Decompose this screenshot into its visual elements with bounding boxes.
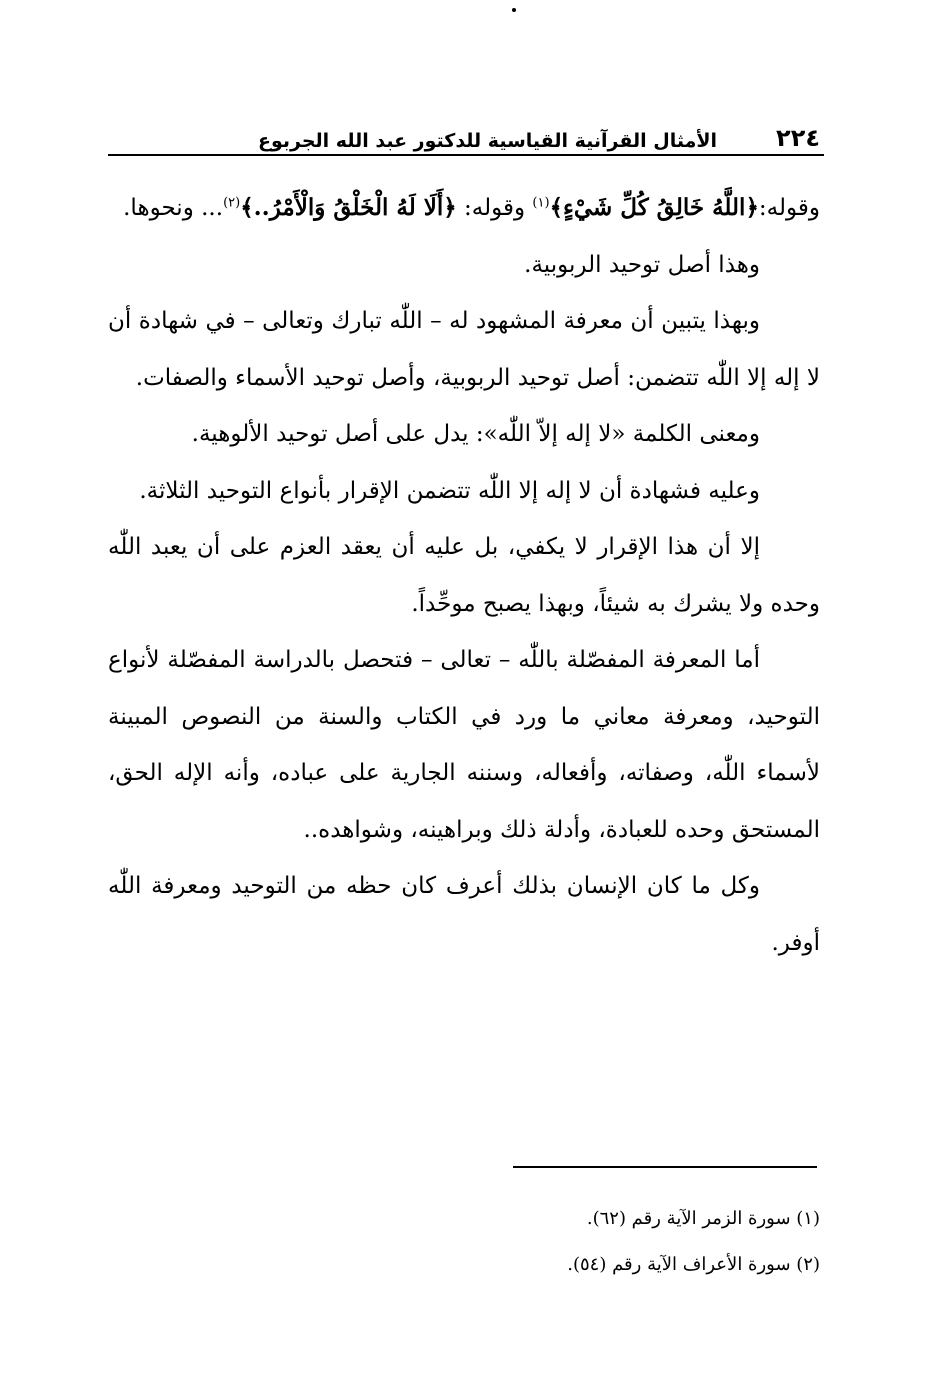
paragraph-7: أما المعرفة المفصّلة باللّٰه – تعالى – فتحصل بالدراسة المفصّلة لأنواع التوحيد، ومعرفة معاني ما ورد في الكتاب والسنة من النصوص المبينة لأسماء اللّٰه، وصفاته، وأفعاله، وسننه الجارية على عباده، وأنه الإله الحق، المستحق وحده للعبادة، وأدلة ذلك وبراهينه، وشواهده..	[108, 647, 820, 843]
page-number: ٢٢٤	[776, 124, 820, 152]
paragraph-1	[108, 180, 820, 237]
quran-verse-2: ﴿أَلَا لَهُ الْخَلْقُ وَالْأَمْرُ..﴾	[240, 194, 457, 221]
paragraph-6: إلا أن هذا الإقرار لا يكفي، بل عليه أن يعقد العزم على أن يعبد اللّٰه وحده ولا يشرك به شيئاً، وبهذا يصبح موحِّداً.	[108, 534, 820, 617]
footnote-1: (١) سورة الزمر الآية رقم (٦٢).	[586, 1208, 820, 1229]
footnote-rule	[513, 1166, 817, 1168]
quran-verse-1: ﴿اللَّهُ خَالِقُ كُلِّ شَيْءٍ﴾	[549, 194, 759, 221]
paragraph-5: وعليه فشهادة أن لا إله إلا اللّٰه تتضمن الإقرار بأنواع التوحيد الثلاثة.	[139, 477, 760, 504]
paragraph-8: وكل ما كان الإنسان بذلك أعرف كان حظه من التوحيد ومعرفة اللّٰه أوفر.	[108, 873, 820, 956]
scan-mark	[512, 8, 516, 12]
footnote-ref-2: (٢)	[223, 195, 241, 211]
paragraph-2: وهذا أصل توحيد الربوبية.	[524, 251, 760, 278]
quote-ending: ... ونحوها.	[123, 195, 224, 221]
footnote-ref-1: (١)	[532, 195, 550, 211]
footnotes	[108, 1196, 820, 1288]
paragraph-3: وبهذا يتبين أن معرفة المشهود له – اللّٰه تبارك وتعالى – في شهادة أن لا إله إلا اللّٰه تتضمن: أصل توحيد الربوبية، وأصل توحيد الأسماء والصفات.	[108, 308, 820, 391]
page-header	[108, 116, 820, 152]
quote-connector: وقوله:	[456, 195, 533, 221]
paragraph-4: ومعنى الكلمة «لا إله إلاّ اللّٰه»: يدل على أصل توحيد الألوهية.	[191, 421, 760, 447]
header-rule	[108, 154, 824, 156]
main-text	[108, 180, 820, 971]
running-title: الأمثال القرآنية القياسية للدكتور عبد الله الجربوع	[258, 130, 718, 152]
footnote-2: (٢) سورة الأعراف الآية رقم (٥٤).	[567, 1254, 820, 1275]
quote-intro: وقوله:	[758, 195, 820, 221]
